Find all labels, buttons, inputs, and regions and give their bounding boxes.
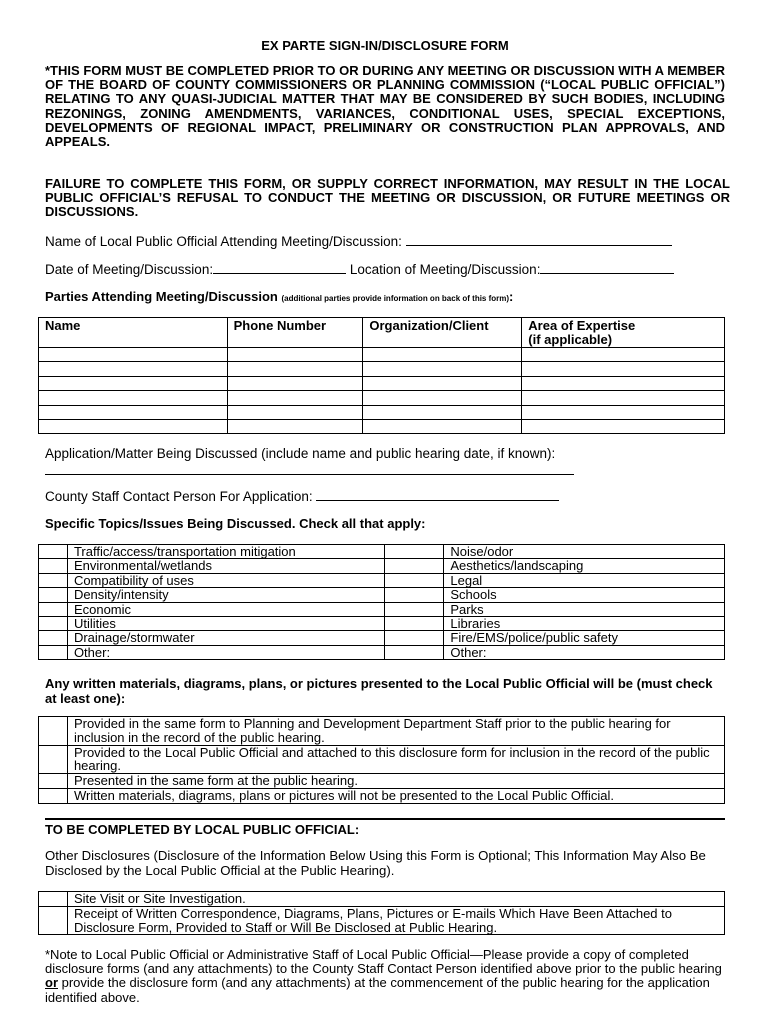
- name-cell[interactable]: [39, 419, 228, 433]
- disclosure-option: Receipt of Written Correspondence, Diagrams, Plans, Pictures or E-mails Which Have Been Attached to Disclosure Form, Provided to Staff or Will Be Disclosed at Public Hearing.: [67, 906, 724, 935]
- other-disclosures-text: Other Disclosures (Disclosure of the Information Below Using this Form is Optional; This Information May Also Be Disclosed by the Local Public Official at the Public Hearing).: [45, 848, 706, 878]
- expertise-cell[interactable]: [522, 405, 725, 419]
- topic-row: [39, 588, 725, 602]
- topic-checkbox[interactable]: [384, 545, 444, 559]
- materials-option: Written materials, diagrams, plans or pictures will not be presented to the Local Public Official.: [67, 788, 724, 803]
- topic-label[interactable]: Other:: [444, 645, 725, 659]
- topic-row: [39, 631, 725, 645]
- organization-cell[interactable]: [363, 348, 522, 362]
- organization-cell[interactable]: [363, 419, 522, 433]
- official-name-field[interactable]: [406, 233, 672, 246]
- parties-colon: :: [509, 289, 514, 304]
- topic-row: [39, 645, 725, 659]
- phone-cell[interactable]: [227, 405, 363, 419]
- official-name-label: Name of Local Public Official Attending Meeting/Discussion:: [45, 234, 402, 249]
- phone-cell[interactable]: [227, 419, 363, 433]
- disclosure-row: [39, 892, 725, 907]
- materials-option: Provided to the Local Public Official and attached to this disclosure form for inclusion in the record of the public hearing.: [67, 745, 724, 774]
- staff-contact-line: [45, 488, 559, 504]
- header-expertise-sub: (if applicable): [528, 332, 613, 347]
- topic-checkbox[interactable]: [384, 573, 444, 587]
- date-location-line: [45, 261, 674, 277]
- topic-checkbox[interactable]: [39, 631, 68, 645]
- note-text-a: *Note to Local Public Official or Administrative Staff of Local Public Official—Please provide a copy of completed disclosure forms (and any attachments) to the County Staff Contact Person identified above prior to the public hearing: [45, 947, 722, 977]
- topic-checkbox[interactable]: [384, 645, 444, 659]
- topic-row: [39, 617, 725, 631]
- note-or: or: [45, 975, 58, 991]
- phone-cell[interactable]: [227, 362, 363, 376]
- topic-checkbox[interactable]: [384, 559, 444, 573]
- form-title: EX PARTE SIGN-IN/DISCLOSURE FORM: [261, 38, 509, 53]
- parties-label: Parties Attending Meeting/Discussion: [45, 289, 278, 304]
- topic-checkbox[interactable]: [39, 545, 68, 559]
- expertise-cell[interactable]: [522, 419, 725, 433]
- header-name: Name: [39, 318, 228, 348]
- header-expertise: [522, 318, 725, 348]
- topic-label: Libraries: [444, 617, 725, 631]
- materials-row: [39, 745, 725, 774]
- disclosure-checkbox[interactable]: [39, 906, 68, 935]
- note-text-b: provide the disclosure form (and any attachments) at the commencement of the public hearing for the application identified above.: [45, 975, 710, 1005]
- topic-label: Economic: [67, 602, 384, 616]
- topic-label: Environmental/wetlands: [67, 559, 384, 573]
- staff-contact-label: County Staff Contact Person For Application:: [45, 489, 313, 504]
- topic-label: Compatibility of uses: [67, 573, 384, 587]
- topic-row: [39, 573, 725, 587]
- topic-checkbox[interactable]: [384, 631, 444, 645]
- disclosure-row: [39, 906, 725, 935]
- materials-option: Provided in the same form to Planning and Development Department Staff prior to the public hearing for inclusion in the record of the public hearing.: [67, 717, 724, 746]
- organization-cell[interactable]: [363, 362, 522, 376]
- topic-checkbox[interactable]: [39, 573, 68, 587]
- table-row: [39, 376, 725, 390]
- name-cell[interactable]: [39, 405, 228, 419]
- official-section-heading: TO BE COMPLETED BY LOCAL PUBLIC OFFICIAL:: [45, 822, 360, 837]
- materials-option: Presented in the same form at the public hearing.: [67, 774, 724, 789]
- materials-row: [39, 788, 725, 803]
- materials-checkbox[interactable]: [39, 774, 68, 789]
- organization-cell[interactable]: [363, 405, 522, 419]
- topic-label[interactable]: Other:: [67, 645, 384, 659]
- disclosure-checkbox[interactable]: [39, 892, 68, 907]
- materials-row: [39, 717, 725, 746]
- materials-table: [38, 716, 725, 804]
- organization-cell[interactable]: [363, 376, 522, 390]
- topic-row: [39, 602, 725, 616]
- date-label: Date of Meeting/Discussion:: [45, 262, 214, 277]
- table-row: [39, 362, 725, 376]
- topic-label: Fire/EMS/police/public safety: [444, 631, 725, 645]
- name-cell[interactable]: [39, 348, 228, 362]
- phone-cell[interactable]: [227, 348, 363, 362]
- date-field[interactable]: [213, 261, 346, 274]
- materials-checkbox[interactable]: [39, 788, 68, 803]
- topic-label: Traffic/access/transportation mitigation: [67, 545, 384, 559]
- name-cell[interactable]: [39, 391, 228, 405]
- topic-checkbox[interactable]: [39, 559, 68, 573]
- phone-cell[interactable]: [227, 391, 363, 405]
- topic-checkbox[interactable]: [384, 617, 444, 631]
- topic-row: [39, 545, 725, 559]
- table-row: [39, 391, 725, 405]
- expertise-cell[interactable]: [522, 362, 725, 376]
- staff-note: [45, 948, 730, 1005]
- table-row: [39, 405, 725, 419]
- expertise-cell[interactable]: [522, 348, 725, 362]
- table-row: [39, 348, 725, 362]
- topic-label: Noise/odor: [444, 545, 725, 559]
- topic-checkbox[interactable]: [39, 602, 68, 616]
- header-phone: Phone Number: [227, 318, 363, 348]
- application-label: Application/Matter Being Discussed (include name and public hearing date, if known):: [45, 446, 556, 461]
- topic-label: Schools: [444, 588, 725, 602]
- topic-label: Parks: [444, 602, 725, 616]
- official-name-line: [45, 233, 672, 249]
- topic-checkbox[interactable]: [39, 645, 68, 659]
- location-field[interactable]: [540, 261, 674, 274]
- materials-checkbox[interactable]: [39, 745, 68, 774]
- location-label: Location of Meeting/Discussion:: [349, 262, 541, 277]
- materials-heading: Any written materials, diagrams, plans, or pictures presented to the Local Public Official will be (must check at least one):: [45, 676, 713, 706]
- parties-note: (additional parties provide information on back of this form): [281, 294, 510, 303]
- topic-label: Aesthetics/landscaping: [444, 559, 725, 573]
- topic-row: [39, 559, 725, 573]
- topics-table: [38, 544, 725, 660]
- table-row: [39, 419, 725, 433]
- parties-header-row: [39, 318, 725, 348]
- materials-checkbox[interactable]: [39, 717, 68, 746]
- topic-checkbox[interactable]: [384, 588, 444, 602]
- application-field[interactable]: [45, 462, 574, 475]
- topic-checkbox[interactable]: [39, 617, 68, 631]
- name-cell[interactable]: [39, 362, 228, 376]
- parties-heading: [45, 289, 513, 304]
- organization-cell[interactable]: [363, 391, 522, 405]
- topic-label: Utilities: [67, 617, 384, 631]
- phone-cell[interactable]: [227, 376, 363, 390]
- warning-paragraph: FAILURE TO COMPLETE THIS FORM, OR SUPPLY CORRECT INFORMATION, MAY RESULT IN THE LOCAL PUBLIC OFFICIAL’S REFUSAL TO CONDUCT THE MEETING OR DISCUSSION, OR FUTURE MEETINGS OR DISCUSSIONS.: [45, 176, 730, 220]
- name-cell[interactable]: [39, 376, 228, 390]
- materials-row: [39, 774, 725, 789]
- topic-checkbox[interactable]: [384, 602, 444, 616]
- topic-label: Density/intensity: [67, 588, 384, 602]
- topic-label: Legal: [444, 573, 725, 587]
- topics-heading: Specific Topics/Issues Being Discussed. Check all that apply:: [45, 516, 426, 531]
- expertise-cell[interactable]: [522, 391, 725, 405]
- expertise-cell[interactable]: [522, 376, 725, 390]
- notice-paragraph: *THIS FORM MUST BE COMPLETED PRIOR TO OR DURING ANY MEETING OR DISCUSSION WITH A MEMBER OF THE BOARD OF COUNTY COMMISSIONERS OR PLANNING COMMISSION (“LOCAL PUBLIC OFFICIAL”) RELATING TO ANY QUASI-JUDICIAL MATTER THAT MAY BE CONSIDERED BY SUCH BODIES, INCLUDING REZONINGS, ZONING AMENDMENTS, VARIANCES, CONDITIONAL USES, SPECIAL EXCEPTIONS, DEVELOPMENTS OF REGIONAL IMPACT, PRELIMINARY OR CONSTRUCTION PLAN APPROVALS, AND APPEALS.: [45, 63, 725, 150]
- disclosure-table: [38, 891, 725, 935]
- header-organization: Organization/Client: [363, 318, 522, 348]
- parties-table: [38, 317, 725, 434]
- staff-contact-field[interactable]: [316, 488, 559, 501]
- header-expertise-label: Area of Expertise: [528, 318, 636, 333]
- topic-checkbox[interactable]: [39, 588, 68, 602]
- section-divider: [45, 818, 725, 820]
- disclosure-option: Site Visit or Site Investigation.: [67, 892, 724, 907]
- topic-label: Drainage/stormwater: [67, 631, 384, 645]
